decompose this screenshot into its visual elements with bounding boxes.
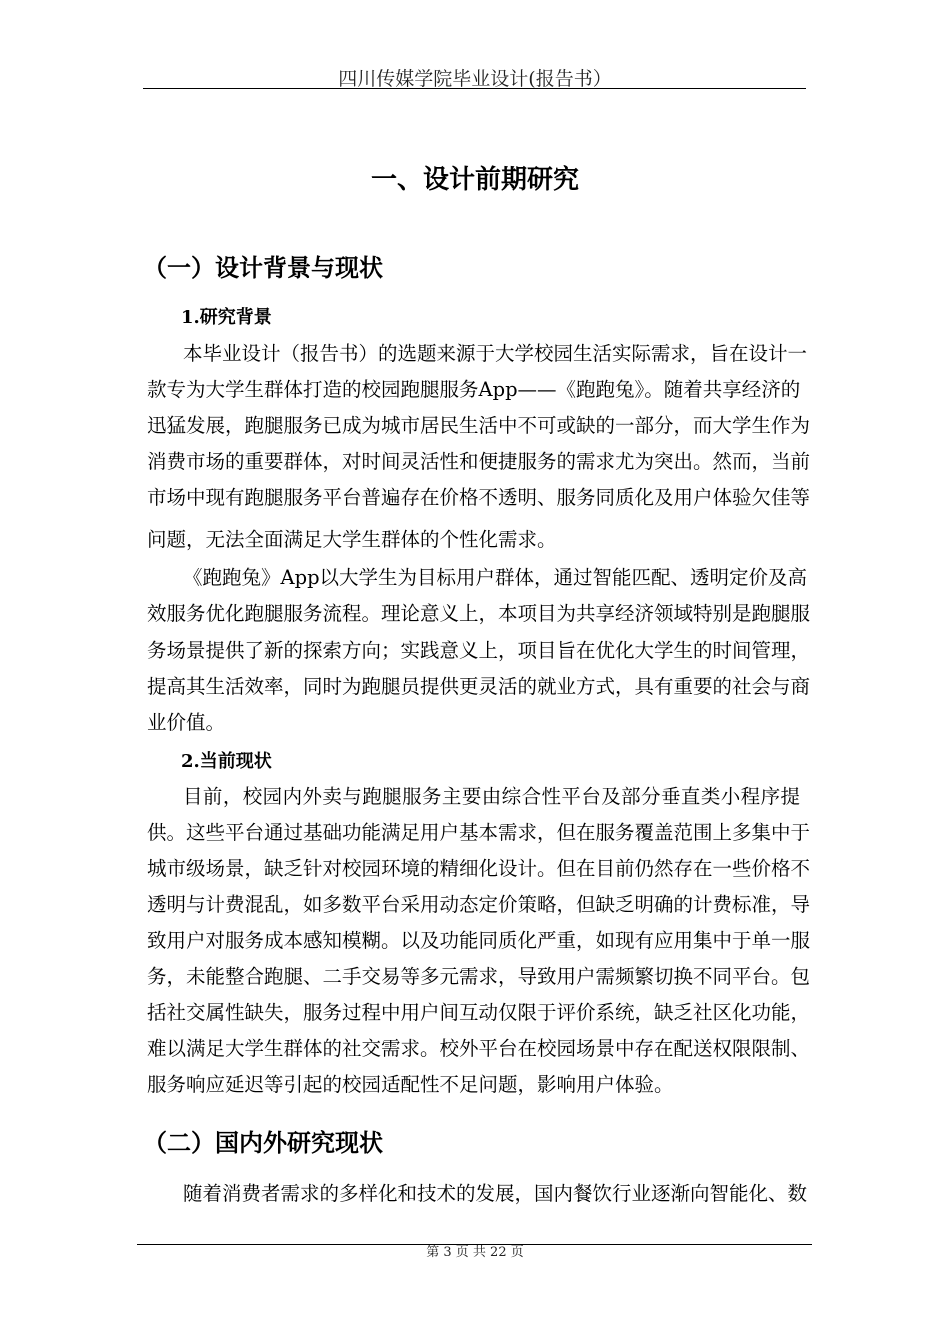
paragraph-line: 难以满足大学生群体的社交需求。校外平台在校园场景中存在配送权限限制、 [147, 1037, 811, 1060]
section-heading-background: （一）设计背景与现状 [143, 254, 383, 282]
paragraph-line: 供。这些平台通过基础功能满足用户基本需求，但在服务覆盖范围上多集中于 [147, 821, 811, 844]
paragraph-line: 市场中现有跑腿服务平台普遍存在价格不透明、服务同质化及用户体验欠佳等 [147, 486, 811, 509]
paragraph-line: 效服务优化跑腿服务流程。理论意义上，本项目为共享经济领域特别是跑腿服 [147, 602, 811, 625]
chapter-title: 一、设计前期研究 [370, 165, 579, 195]
paragraph-line: 务场景提供了新的探索方向；实践意义上，项目旨在优化大学生的时间管理， [147, 639, 811, 662]
paragraph-line: 问题，无法全面满足大学生群体的个性化需求。 [147, 528, 557, 551]
paragraph-line: 消费市场的重要群体，对时间灵活性和便捷服务的需求尤为突出。然而，当前 [147, 450, 811, 473]
page-number: 第 3 页 共 22 页 [426, 1245, 524, 1260]
paragraph-line: 城市级场景，缺乏针对校园环境的精细化设计。但在目前仍然存在一些价格不 [147, 857, 811, 880]
paragraph-line: 目前，校园内外卖与跑腿服务主要由综合性平台及部分垂直类小程序提 [183, 785, 800, 808]
paragraph-line: 款专为大学生群体打造的校园跑腿服务App——《跑跑兔》。随着共享经济的 [147, 378, 801, 401]
paragraph-line: 随着消费者需求的多样化和技术的发展，国内餐饮行业逐渐向智能化、数 [183, 1182, 808, 1205]
paragraph-line: 服务响应延迟等引起的校园适配性不足问题，影响用户体验。 [147, 1073, 674, 1096]
paragraph-line: 提高其生活效率，同时为跑腿员提供更灵活的就业方式，具有重要的社会与商 [147, 675, 811, 698]
paragraph-line: 业价值。 [147, 711, 226, 734]
paragraph-line: 务，未能整合跑腿、二手交易等多元需求，导致用户需频繁切换不同平台。包 [147, 965, 811, 988]
paragraph-line: 《跑跑兔》App以大学生为目标用户群体，通过智能匹配、透明定价及高 [183, 566, 808, 589]
paragraph-line: 致用户对服务成本感知模糊。以及功能同质化严重，如现有应用集中于单一服 [147, 929, 811, 952]
paragraph-line: 本毕业设计（报告书）的选题来源于大学校园生活实际需求，旨在设计一 [183, 342, 808, 365]
subsection-heading-current-status: 2.当前现状 [181, 751, 272, 772]
subsection-heading-research-background: 1.研究背景 [181, 307, 272, 328]
section-heading-research-status: （二）国内外研究现状 [143, 1129, 383, 1157]
header-divider [143, 88, 806, 89]
paragraph-line: 迅猛发展，跑腿服务已成为城市居民生活中不可或缺的一部分，而大学生作为 [147, 414, 811, 437]
paragraph-line: 括社交属性缺失，服务过程中用户间互动仅限于评价系统，缺乏社区化功能， [147, 1001, 811, 1024]
paragraph-line: 透明与计费混乱，如多数平台采用动态定价策略，但缺乏明确的计费标准，导 [147, 893, 811, 916]
page-header-title: 四川传媒学院毕业设计(报告书） [338, 68, 612, 90]
